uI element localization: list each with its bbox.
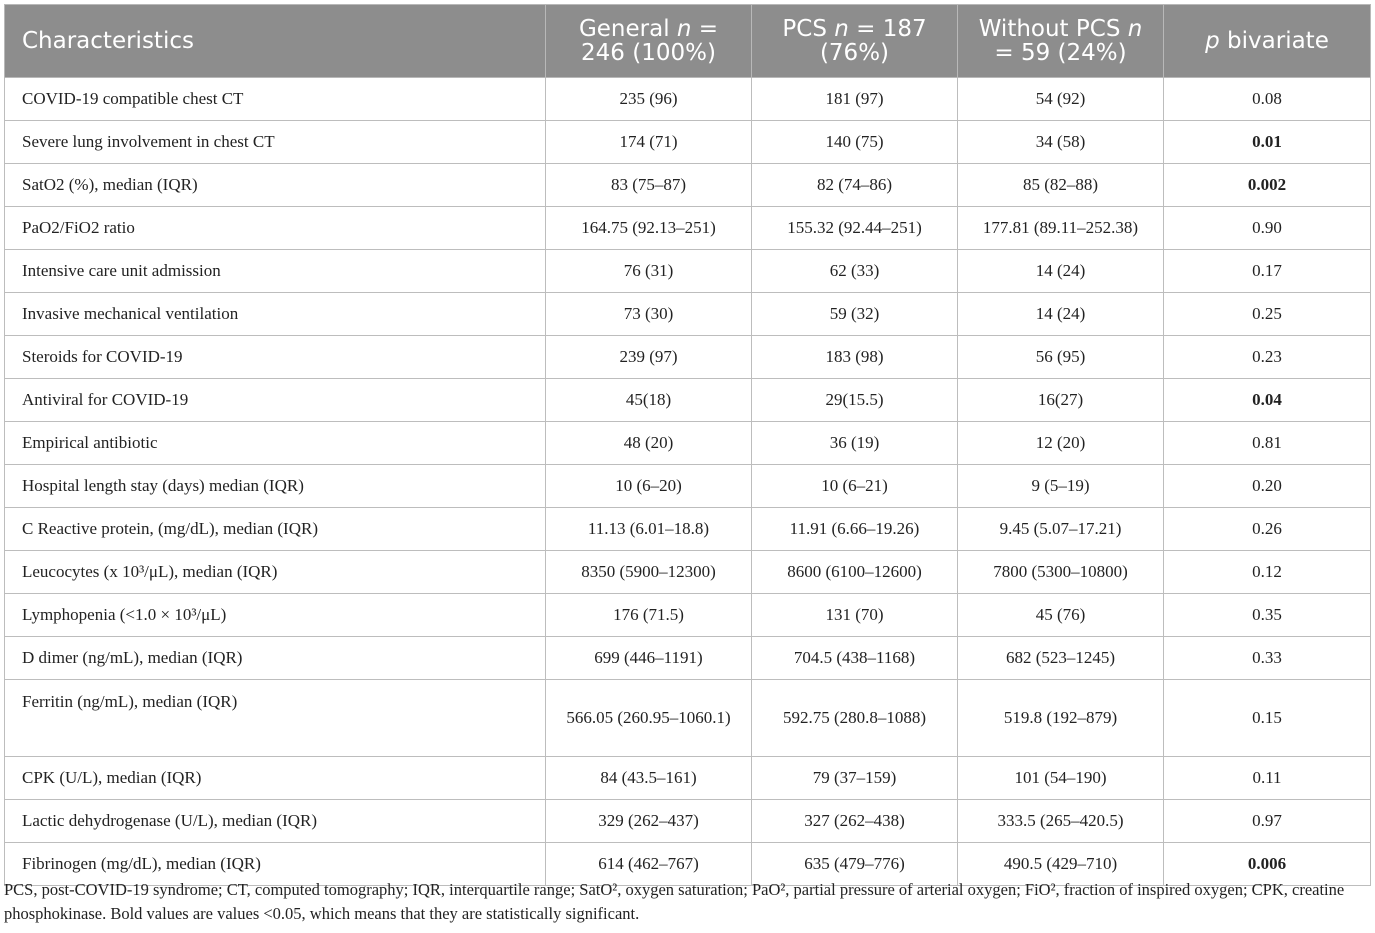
table-row: [5, 465, 1371, 508]
cell-general: 699 (446–1191): [546, 637, 752, 680]
cell-without-pcs: 7800 (5300–10800): [958, 551, 1164, 594]
cell-general: 10 (6–20): [546, 465, 752, 508]
cell-p-value: 0.20: [1164, 465, 1371, 508]
cell-pcs: 140 (75): [752, 121, 958, 164]
cell-without-pcs: 16(27): [958, 379, 1164, 422]
cell-characteristic: Leucocytes (x 10³/μL), median (IQR): [5, 551, 546, 594]
cell-characteristic: Steroids for COVID-19: [5, 336, 546, 379]
cell-characteristic: Empirical antibiotic: [5, 422, 546, 465]
cell-general: 83 (75–87): [546, 164, 752, 207]
cell-characteristic: Antiviral for COVID-19: [5, 379, 546, 422]
cell-general: 235 (96): [546, 78, 752, 121]
cell-without-pcs: 14 (24): [958, 250, 1164, 293]
cell-pcs: 11.91 (6.66–19.26): [752, 508, 958, 551]
table-row: [5, 757, 1371, 800]
cell-characteristic: Invasive mechanical ventilation: [5, 293, 546, 336]
cell-general: 45(18): [546, 379, 752, 422]
table-row: [5, 422, 1371, 465]
cell-without-pcs: 682 (523–1245): [958, 637, 1164, 680]
table-footnote: PCS, post-COVID-19 syndrome; CT, computed tomography; IQR, interquartile range; SatO², oxygen saturation; PaO², partial pressure of arterial oxygen; FiO², fraction of inspired oxygen; CPK, creatine phosphokinase. Bold values are values <0.05, which means that they are statistically significant.: [4, 880, 1345, 923]
cell-characteristic: CPK (U/L), median (IQR): [5, 757, 546, 800]
cell-p-value: 0.81: [1164, 422, 1371, 465]
cell-general: 174 (71): [546, 121, 752, 164]
cell-characteristic: Lactic dehydrogenase (U/L), median (IQR): [5, 800, 546, 843]
cell-general: 76 (31): [546, 250, 752, 293]
data-table: [4, 4, 1371, 886]
cell-pcs: 62 (33): [752, 250, 958, 293]
cell-p-value: 0.15: [1164, 680, 1371, 757]
cell-pcs: 10 (6–21): [752, 465, 958, 508]
cell-pcs: 29(15.5): [752, 379, 958, 422]
cell-characteristic: C Reactive protein, (mg/dL), median (IQR): [5, 508, 546, 551]
cell-p-value: 0.01: [1164, 121, 1371, 164]
cell-p-value: 0.25: [1164, 293, 1371, 336]
cell-pcs: 327 (262–438): [752, 800, 958, 843]
cell-characteristic: Intensive care unit admission: [5, 250, 546, 293]
table-row: [5, 207, 1371, 250]
cell-without-pcs: 177.81 (89.11–252.38): [958, 207, 1164, 250]
cell-p-value: 0.35: [1164, 594, 1371, 637]
cell-without-pcs: 9.45 (5.07–17.21): [958, 508, 1164, 551]
cell-pcs: 8600 (6100–12600): [752, 551, 958, 594]
cell-pcs: 82 (74–86): [752, 164, 958, 207]
table-row: [5, 551, 1371, 594]
cell-without-pcs: 45 (76): [958, 594, 1164, 637]
cell-p-value: 0.97: [1164, 800, 1371, 843]
cell-without-pcs: 34 (58): [958, 121, 1164, 164]
table-row: [5, 78, 1371, 121]
cell-without-pcs: 9 (5–19): [958, 465, 1164, 508]
cell-p-value: 0.26: [1164, 508, 1371, 551]
cell-p-value: 0.90: [1164, 207, 1371, 250]
cell-p-value: 0.17: [1164, 250, 1371, 293]
cell-general: 329 (262–437): [546, 800, 752, 843]
cell-pcs: 635 (479–776): [752, 843, 958, 886]
header-p-bivariate: p bivariate: [1164, 5, 1371, 78]
cell-without-pcs: 14 (24): [958, 293, 1164, 336]
table-row: [5, 250, 1371, 293]
header-without-pcs: Without PCS n = 59 (24%): [958, 5, 1164, 78]
cell-characteristic: Hospital length stay (days) median (IQR): [5, 465, 546, 508]
header-characteristics: Characteristics: [5, 5, 546, 78]
table-row: [5, 293, 1371, 336]
cell-pcs: 131 (70): [752, 594, 958, 637]
cell-p-value: 0.23: [1164, 336, 1371, 379]
cell-pcs: 155.32 (92.44–251): [752, 207, 958, 250]
cell-p-value: 0.04: [1164, 379, 1371, 422]
cell-characteristic: SatO2 (%), median (IQR): [5, 164, 546, 207]
cell-pcs: 59 (32): [752, 293, 958, 336]
cell-characteristic: Severe lung involvement in chest CT: [5, 121, 546, 164]
table-row: [5, 336, 1371, 379]
cell-without-pcs: 333.5 (265–420.5): [958, 800, 1164, 843]
cell-general: 239 (97): [546, 336, 752, 379]
cell-characteristic: Lymphopenia (<1.0 × 10³/μL): [5, 594, 546, 637]
cell-general: 8350 (5900–12300): [546, 551, 752, 594]
cell-p-value: 0.33: [1164, 637, 1371, 680]
table-row: [5, 680, 1371, 757]
table-row: [5, 508, 1371, 551]
cell-characteristic: Ferritin (ng/mL), median (IQR): [5, 680, 546, 757]
table-row: [5, 379, 1371, 422]
cell-without-pcs: 12 (20): [958, 422, 1164, 465]
cell-general: 48 (20): [546, 422, 752, 465]
cell-without-pcs: 85 (82–88): [958, 164, 1164, 207]
cell-pcs: 592.75 (280.8–1088): [752, 680, 958, 757]
cell-general: 84 (43.5–161): [546, 757, 752, 800]
cell-p-value: 0.11: [1164, 757, 1371, 800]
table-row: [5, 637, 1371, 680]
header-pcs: PCS n = 187 (76%): [752, 5, 958, 78]
cell-without-pcs: 490.5 (429–710): [958, 843, 1164, 886]
cell-without-pcs: 519.8 (192–879): [958, 680, 1164, 757]
cell-without-pcs: 54 (92): [958, 78, 1164, 121]
cell-general: 176 (71.5): [546, 594, 752, 637]
table-row: [5, 164, 1371, 207]
cell-pcs: 79 (37–159): [752, 757, 958, 800]
cell-general: 566.05 (260.95–1060.1): [546, 680, 752, 757]
cell-without-pcs: 101 (54–190): [958, 757, 1164, 800]
cell-pcs: 181 (97): [752, 78, 958, 121]
cell-general: 164.75 (92.13–251): [546, 207, 752, 250]
cell-general: 73 (30): [546, 293, 752, 336]
table-row: [5, 594, 1371, 637]
cell-characteristic: Fibrinogen (mg/dL), median (IQR): [5, 843, 546, 886]
cell-without-pcs: 56 (95): [958, 336, 1164, 379]
header-general: General n = 246 (100%): [546, 5, 752, 78]
table-row: [5, 800, 1371, 843]
cell-characteristic: PaO2/FiO2 ratio: [5, 207, 546, 250]
cell-general: 614 (462–767): [546, 843, 752, 886]
cell-p-value: 0.002: [1164, 164, 1371, 207]
cell-p-value: 0.006: [1164, 843, 1371, 886]
cell-general: 11.13 (6.01–18.8): [546, 508, 752, 551]
table-body: [5, 78, 1371, 886]
table-row: [5, 121, 1371, 164]
cell-p-value: 0.12: [1164, 551, 1371, 594]
cell-characteristic: D dimer (ng/mL), median (IQR): [5, 637, 546, 680]
cell-pcs: 704.5 (438–1168): [752, 637, 958, 680]
cell-p-value: 0.08: [1164, 78, 1371, 121]
header-row: [5, 5, 1371, 78]
cell-characteristic: COVID-19 compatible chest CT: [5, 78, 546, 121]
cell-pcs: 36 (19): [752, 422, 958, 465]
cell-pcs: 183 (98): [752, 336, 958, 379]
